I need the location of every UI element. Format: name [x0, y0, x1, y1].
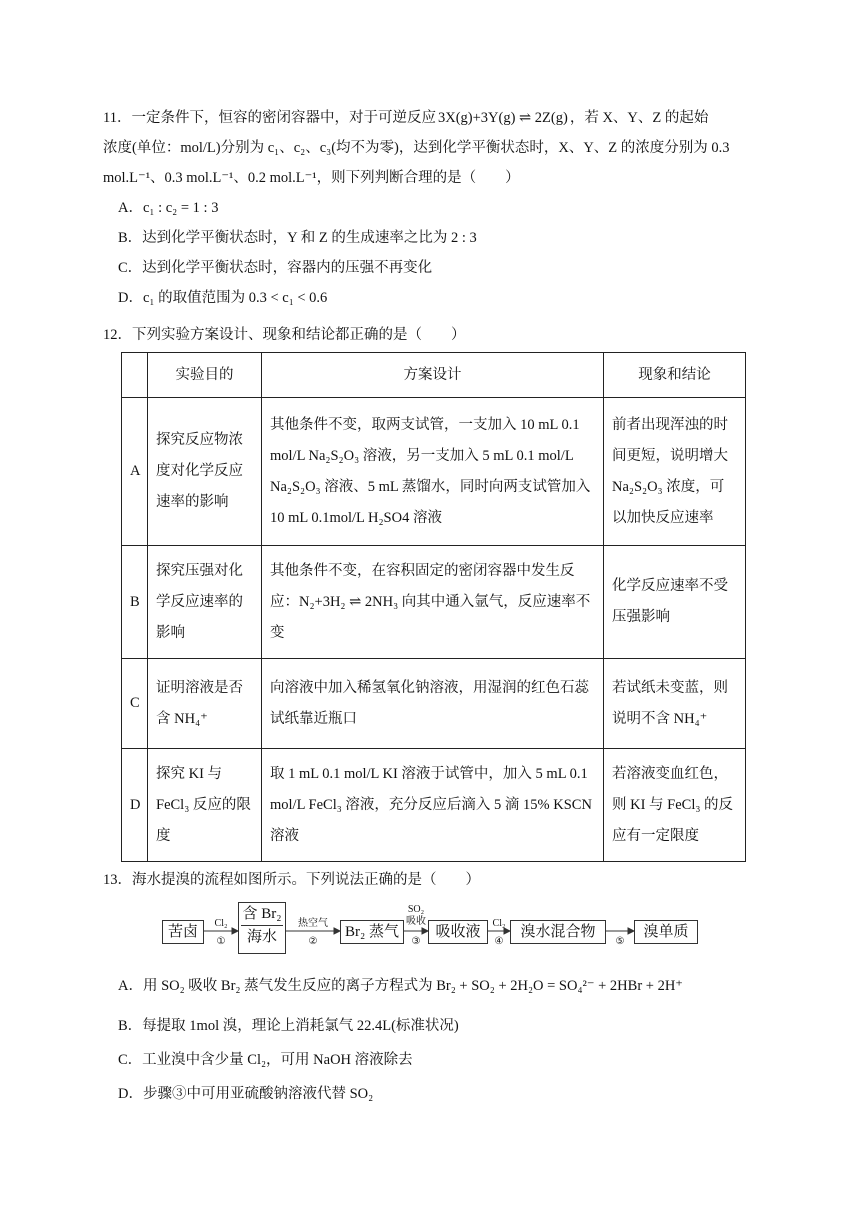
row-purpose: 探究反应物浓度对化学反应速率的影响	[148, 398, 262, 546]
flow-box-br2-vapor: Br₂ 蒸气	[340, 920, 404, 944]
q12-stem: 12．下列实验方案设计、现象和结论都正确的是（ ）	[103, 327, 466, 343]
table-row	[122, 749, 746, 862]
q13-option-b: B．每提取 1mol 溴，理论上消耗氯气 22.4L(标准状况)	[118, 1018, 459, 1034]
flow-step-5: ⑤	[615, 936, 625, 947]
row-key: C	[122, 659, 148, 749]
header-purpose: 实验目的	[148, 353, 262, 398]
row-key: A	[122, 398, 148, 546]
q11-stem-part1: 11．一定条件下，恒容的密闭容器中，对于可逆反应	[103, 110, 436, 126]
q11-stem-line1	[103, 108, 708, 128]
flow-box-brine: 苦卤	[162, 920, 204, 944]
q11-option-c: C．达到化学平衡状态时，容器内的压强不再变化	[118, 260, 433, 276]
q11-option-a: A．c₁ : c₂ = 1 : 3	[118, 200, 219, 216]
flow-box-seawater-line2: 海水	[241, 925, 283, 948]
flow-step-2: ②	[308, 936, 318, 947]
bromine-flow-diagram	[162, 898, 702, 958]
table-header-row	[122, 353, 746, 398]
flow-step-1: ①	[216, 936, 226, 947]
row-result: 前者出现浑浊的时间更短，说明增大 Na₂S₂O₃ 浓度，可以加快反应速率	[604, 398, 746, 546]
experiment-table	[121, 352, 746, 862]
flow-label-hot-air: 热空气	[298, 918, 328, 929]
flow-box-seawater-line1: 含 Br₂	[242, 906, 282, 922]
header-design: 方案设计	[262, 353, 604, 398]
flow-label-cl2-1: Cl₂	[214, 918, 228, 929]
flow-label-absorb: 吸收	[406, 916, 426, 927]
row-purpose: 探究压强对化学反应速率的影响	[148, 546, 262, 659]
q11-option-d: D．c₁ 的取值范围为 0.3 < c₁ < 0.6	[118, 290, 328, 306]
row-result: 若试纸未变蓝，则说明不含 NH₄⁺	[604, 659, 746, 749]
flow-step-3: ③	[411, 936, 421, 947]
row-purpose: 探究 KI 与 FeCl₃ 反应的限度	[148, 749, 262, 862]
row-design: 取 1 mL 0.1 mol/L KI 溶液于试管中，加入 5 mL 0.1 mol/L FeCl₃ 溶液，充分反应后滴入 5 滴 15% KSCN 溶液	[262, 749, 604, 862]
q11-stem-line2: 浓度(单位：mol/L)分别为 c₁、c₂、c₃(均不为零)，达到化学平衡状态时，X、Y、Z 的浓度分别为 0.3	[103, 140, 730, 156]
row-key: D	[122, 749, 148, 862]
q11-reaction-equation: 3X(g)+3Y(g) ⇌ 2Z(g)	[437, 110, 568, 126]
q13-option-d: D．步骤③中可用亚硫酸钠溶液代替 SO₂	[118, 1086, 374, 1102]
table-row	[122, 398, 746, 546]
header-result: 现象和结论	[604, 353, 746, 398]
table-row	[122, 546, 746, 659]
q13-stem: 13．海水提溴的流程如图所示。下列说法正确的是（ ）	[103, 872, 480, 888]
table-row	[122, 659, 746, 749]
q11-option-b: B．达到化学平衡状态时，Y 和 Z 的生成速率之比为 2 : 3	[118, 230, 477, 246]
q11-stem-part2: ，若 X、Y、Z 的起始	[569, 110, 709, 126]
row-design: 其他条件不变，取两支试管，一支加入 10 mL 0.1 mol/L Na₂S₂O₃ 溶液，另一支加入 5 mL 0.1 mol/L Na₂S₂O₃ 溶液、5 mL 蒸馏水，同时向两支试管加入 10 mL 0.1mol/L H₂SO4 溶液	[262, 398, 604, 546]
row-purpose: 证明溶液是否含 NH₄⁺	[148, 659, 262, 749]
q13-option-a: A．用 SO₂ 吸收 Br₂ 蒸气发生反应的离子方程式为 Br₂ + SO₂ + 2H₂O = SO₄²⁻ + 2HBr + 2H⁺	[118, 978, 683, 994]
row-design: 向溶液中加入稀氢氧化钠溶液，用湿润的红色石蕊试纸靠近瓶口	[262, 659, 604, 749]
flow-label-so2: SO₂	[407, 904, 425, 915]
q11-stem-line3: mol.L⁻¹、0.3 mol.L⁻¹、0.2 mol.L⁻¹，则下列判断合理的是（ ）	[103, 170, 520, 186]
row-key: B	[122, 546, 148, 659]
row-design: 其他条件不变，在容积固定的密闭容器中发生反应：N₂+3H₂ ⇌ 2NH₃ 向其中通入氩气，反应速率不变	[262, 546, 604, 659]
flow-label-cl2-2: Cl₂	[492, 918, 506, 929]
row-result: 化学反应速率不受压强影响	[604, 546, 746, 659]
flow-box-seawater	[238, 902, 286, 954]
header-blank	[122, 353, 148, 398]
q13-option-c: C．工业溴中含少量 Cl₂，可用 NaOH 溶液除去	[118, 1052, 413, 1068]
flow-box-bromine-mixture: 溴水混合物	[510, 920, 606, 944]
flow-step-4: ④	[494, 936, 504, 947]
flow-box-bromine: 溴单质	[634, 920, 698, 944]
flow-box-absorbent: 吸收液	[428, 920, 488, 944]
row-result: 若溶液变血红色，则 KI 与 FeCl₃ 的反应有一定限度	[604, 749, 746, 862]
